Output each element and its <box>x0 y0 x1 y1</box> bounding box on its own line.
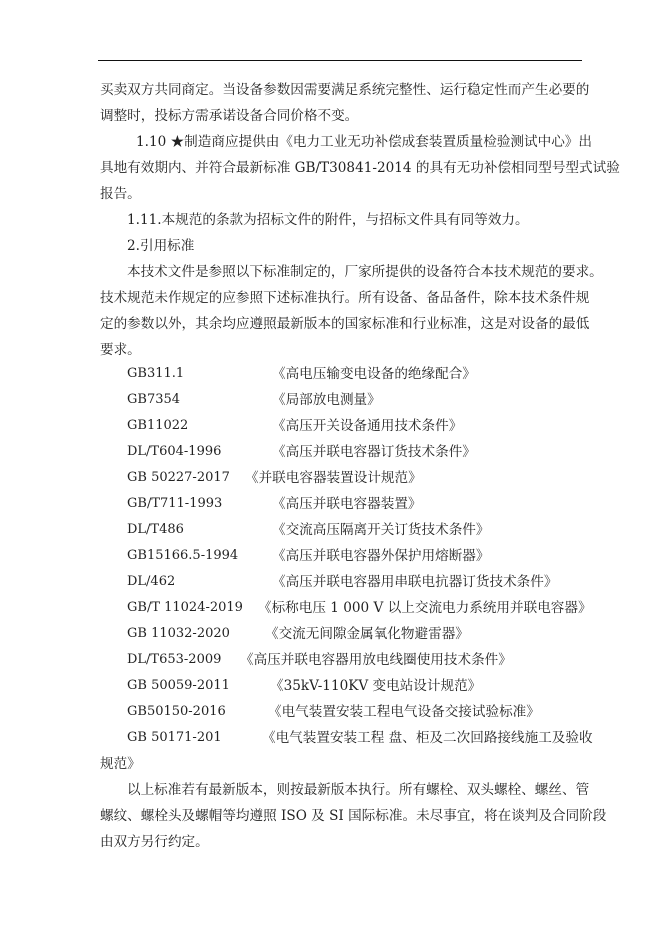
standard-code: DL/T653-2009 <box>127 652 222 667</box>
standard-title: 《交流无间隙金属氧化物避雷器》 <box>265 626 469 642</box>
standard-code: DL/T604-1996 <box>127 444 222 459</box>
standard-title: 《35kV-110KV 变电站设计规范》 <box>270 678 482 694</box>
standard-code: GB7354 <box>127 392 181 407</box>
standard-code: GB/T711-1993 <box>127 496 223 511</box>
standard-title: 《高压并联电容器装置》 <box>272 496 422 512</box>
paragraph-line: 要求。 <box>100 342 141 358</box>
standard-code: GB/T 11024-2019 <box>127 600 243 615</box>
paragraph-line: 本技术文件是参照以下标准制定的，厂家所提供的设备符合本技术规范的要求。 <box>127 264 603 280</box>
standard-code: GB15166.5-1994 <box>127 548 239 563</box>
paragraph-line: 技术规范未作规定的应参照下述标准执行。所有设备、备品备件，除本技术条件规 <box>100 290 590 306</box>
paragraph-line: 由双方另行约定。 <box>100 834 209 850</box>
standard-code: GB 50227-2017 <box>127 470 230 485</box>
standard-title: 《高压并联电容器用放电线圈使用技术条件》 <box>240 652 512 668</box>
standard-code: DL/T486 <box>127 522 184 537</box>
paragraph-line: 以上标准若有最新版本，则按最新版本执行。所有螺栓、双头螺栓、螺丝、管 <box>127 782 590 798</box>
standard-title: 《并联电容器装置设计规范》 <box>245 470 422 486</box>
clause-1-10-line: 报告。 <box>100 186 141 202</box>
standard-code: GB50150-2016 <box>127 704 226 719</box>
standard-code: GB 50059-2011 <box>127 678 230 693</box>
paragraph-line: 螺纹、螺栓头及螺帽等均遵照 ISO 及 SI 国际标准。未尽事宜，将在谈判及合同阶段 <box>100 808 607 824</box>
clause-1-10-line: 具地有效期内、并符合最新标准 GB/T30841-2014 的具有无功补偿相同型号型式试验 <box>100 160 620 176</box>
standard-code: GB11022 <box>127 418 189 433</box>
standard-title: 《电气装置安装工程电气设备交接试验标准》 <box>268 704 540 720</box>
standard-title: 《标称电压 1 000 V 以上交流电力系统用并联电容器》 <box>258 600 592 616</box>
standard-code: DL/462 <box>127 574 176 589</box>
standard-title-wrap: 规范》 <box>100 756 141 772</box>
section-heading: 2.引用标准 <box>127 238 195 254</box>
paragraph-line: 调整时，投标方需承诺设备合同价格不变。 <box>100 108 359 124</box>
clause-1-11: 1.11.本规范的条款为招标文件的附件，与招标文件具有同等效力。 <box>127 212 529 228</box>
standard-title: 《高电压输变电设备的绝缘配合》 <box>272 366 476 382</box>
standard-title: 《高压并联电容器订货技术条件》 <box>272 444 476 460</box>
standard-title: 《交流高压隔离开关订货技术条件》 <box>272 522 490 538</box>
standard-title: 《电气装置安装工程 盘、柜及二次回路接线施工及验收 <box>262 730 593 746</box>
paragraph-line: 定的参数以外，其余均应遵照最新版本的国家标准和行业标准，这是对设备的最低 <box>100 316 590 332</box>
clause-1-10-line: 1.10 ★制造商应提供由《电力工业无功补偿成套装置质量检验测试中心》出 <box>136 134 592 150</box>
standard-code: GB 11032-2020 <box>127 626 230 641</box>
standard-code: GB 50171-201 <box>127 730 222 745</box>
standard-title: 《局部放电测量》 <box>272 392 381 408</box>
standard-title: 《高压开关设备通用技术条件》 <box>272 418 463 434</box>
standard-title: 《高压并联电容器外保护用熔断器》 <box>272 548 490 564</box>
standard-code: GB311.1 <box>127 366 185 381</box>
standard-title: 《高压并联电容器用串联电抗器订货技术条件》 <box>272 574 558 590</box>
header-rule <box>98 60 582 61</box>
paragraph-line: 买卖双方共同商定。当设备参数因需要满足系统完整性、运行稳定性而产生必要的 <box>100 82 590 98</box>
